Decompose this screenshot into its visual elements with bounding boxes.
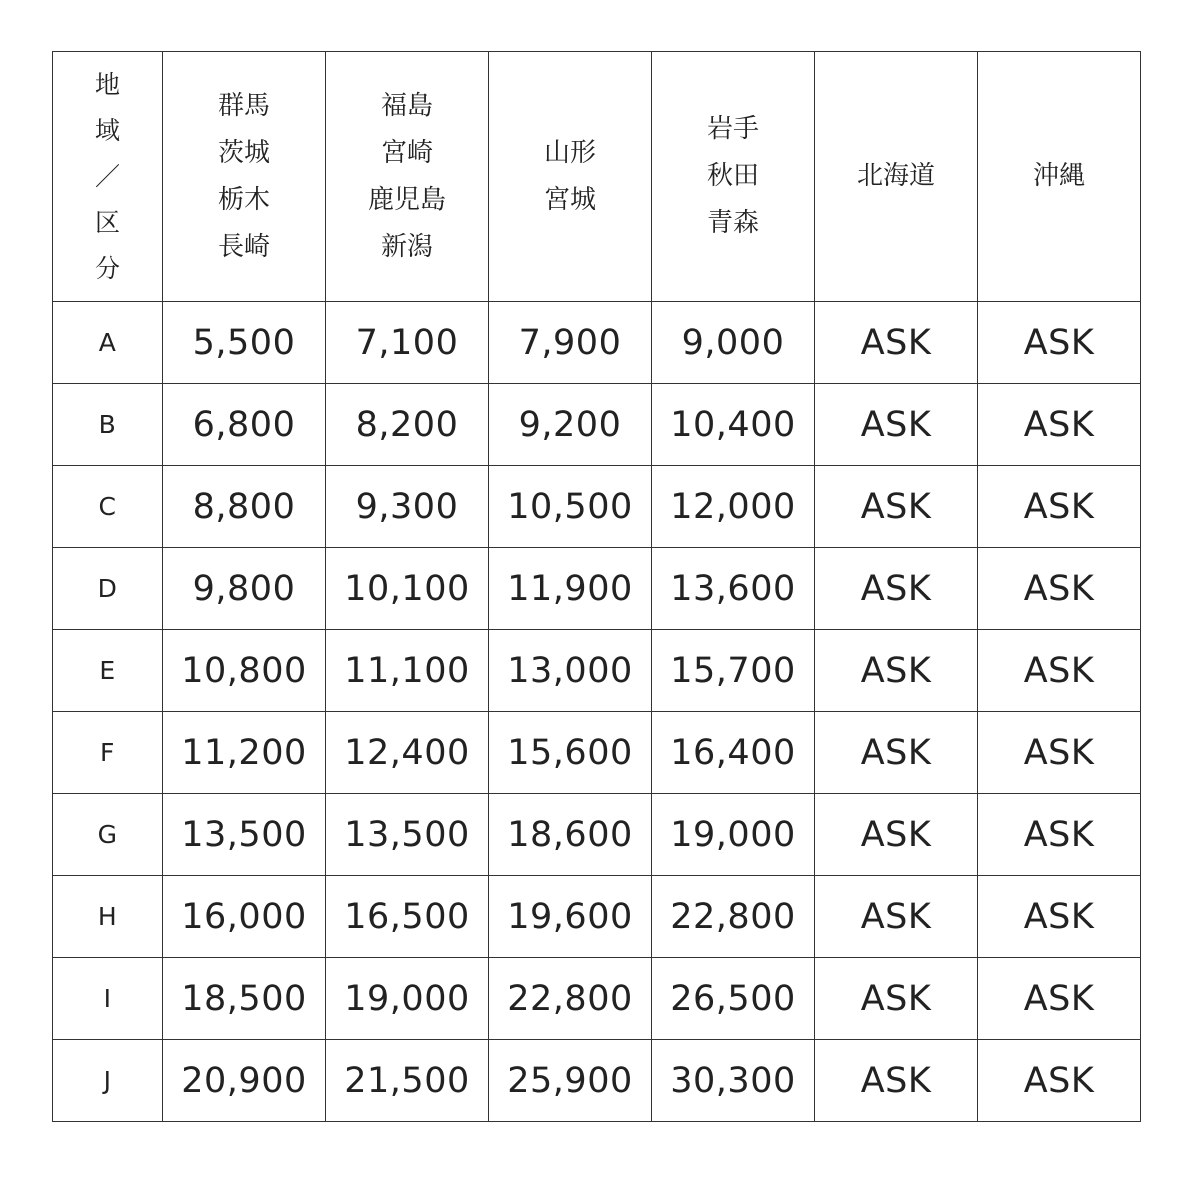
table-header — [53, 52, 1141, 302]
table-row — [53, 384, 1141, 466]
rate-cell: 9,300 — [326, 466, 489, 548]
rate-cell: ASK — [815, 630, 978, 712]
rate-cell: ASK — [815, 712, 978, 794]
table-row — [53, 958, 1141, 1040]
rate-cell: 5,500 — [163, 302, 326, 384]
table-row — [53, 302, 1141, 384]
corner-label-char: 分 — [94, 253, 120, 283]
prefecture-name: 茨城 — [217, 137, 270, 168]
corner-label-char: 区 — [94, 207, 120, 237]
rate-cell: ASK — [978, 712, 1141, 794]
region-category-header — [53, 52, 163, 302]
header-row — [53, 52, 1141, 302]
rate-cell: ASK — [978, 630, 1141, 712]
region-column-header — [978, 52, 1141, 302]
size-category-label: I — [53, 958, 163, 1040]
rate-cell: 19,000 — [326, 958, 489, 1040]
table-row — [53, 876, 1141, 958]
rate-cell: 30,300 — [652, 1040, 815, 1122]
rate-cell: 19,000 — [652, 794, 815, 876]
prefecture-name: 沖縄 — [1032, 161, 1085, 191]
prefecture-name: 宮城 — [543, 184, 596, 215]
rate-cell: 10,800 — [163, 630, 326, 712]
size-category-label: J — [53, 1040, 163, 1122]
table-body — [53, 302, 1141, 1122]
prefecture-name: 群馬 — [217, 90, 270, 121]
size-category-label: A — [53, 302, 163, 384]
size-category-label: C — [53, 466, 163, 548]
table-row — [53, 712, 1141, 794]
rate-cell: 9,000 — [652, 302, 815, 384]
rate-cell: 11,100 — [326, 630, 489, 712]
region-column-header — [652, 52, 815, 302]
rate-cell: ASK — [815, 548, 978, 630]
rate-cell: 10,400 — [652, 384, 815, 466]
rate-cell: ASK — [815, 384, 978, 466]
region-column-header — [815, 52, 978, 302]
size-category-label: F — [53, 712, 163, 794]
rate-cell: 25,900 — [489, 1040, 652, 1122]
rate-cell: 7,900 — [489, 302, 652, 384]
rate-cell: 6,800 — [163, 384, 326, 466]
rate-cell: 16,500 — [326, 876, 489, 958]
rate-cell: 12,000 — [652, 466, 815, 548]
rate-cell: 7,100 — [326, 302, 489, 384]
prefecture-name: 宮崎 — [380, 137, 433, 168]
prefecture-name: 山形 — [543, 137, 596, 168]
prefecture-name: 青森 — [706, 208, 759, 238]
rate-cell: 22,800 — [652, 876, 815, 958]
rate-cell: 15,600 — [489, 712, 652, 794]
rate-cell: 26,500 — [652, 958, 815, 1040]
rate-cell: 18,500 — [163, 958, 326, 1040]
rate-cell: ASK — [815, 302, 978, 384]
table-row — [53, 630, 1141, 712]
size-category-label: B — [53, 384, 163, 466]
size-category-label: E — [53, 630, 163, 712]
table-row — [53, 548, 1141, 630]
rate-cell: ASK — [815, 1040, 978, 1122]
prefecture-name: 鹿児島 — [367, 184, 446, 215]
region-column-header — [163, 52, 326, 302]
rate-cell: 15,700 — [652, 630, 815, 712]
prefecture-name: 北海道 — [856, 161, 935, 191]
size-category-label: H — [53, 876, 163, 958]
rate-cell: 16,000 — [163, 876, 326, 958]
rate-cell: 9,800 — [163, 548, 326, 630]
rate-cell: 11,200 — [163, 712, 326, 794]
rate-cell: 13,500 — [326, 794, 489, 876]
rate-cell: ASK — [978, 466, 1141, 548]
rate-cell: 18,600 — [489, 794, 652, 876]
prefecture-name: 新潟 — [380, 231, 433, 262]
prefecture-name: 長崎 — [217, 231, 270, 262]
rate-cell: ASK — [978, 302, 1141, 384]
rate-cell: ASK — [978, 876, 1141, 958]
prefecture-name: 岩手 — [706, 114, 759, 144]
rate-cell: 21,500 — [326, 1040, 489, 1122]
rate-cell: ASK — [815, 794, 978, 876]
rate-cell: ASK — [815, 958, 978, 1040]
rate-cell: ASK — [978, 958, 1141, 1040]
corner-label-char: 域 — [94, 115, 120, 145]
rate-cell: 10,100 — [326, 548, 489, 630]
rate-cell: 12,400 — [326, 712, 489, 794]
rate-cell: 9,200 — [489, 384, 652, 466]
rate-cell: 22,800 — [489, 958, 652, 1040]
rate-cell: ASK — [815, 876, 978, 958]
rate-cell: 8,200 — [326, 384, 489, 466]
shipping-rate-table — [52, 51, 1141, 1122]
rate-cell: 19,600 — [489, 876, 652, 958]
rate-cell: 11,900 — [489, 548, 652, 630]
region-column-header — [489, 52, 652, 302]
rate-cell: 16,400 — [652, 712, 815, 794]
rate-cell: 20,900 — [163, 1040, 326, 1122]
rate-cell: 8,800 — [163, 466, 326, 548]
rate-cell: ASK — [978, 1040, 1141, 1122]
prefecture-name: 秋田 — [706, 161, 759, 191]
corner-label-char: 地 — [94, 69, 120, 99]
table-row — [53, 1040, 1141, 1122]
size-category-label: D — [53, 548, 163, 630]
rate-cell: 13,500 — [163, 794, 326, 876]
rate-cell: 10,500 — [489, 466, 652, 548]
rate-cell: ASK — [978, 548, 1141, 630]
rate-cell: ASK — [815, 466, 978, 548]
region-column-header — [326, 52, 489, 302]
rate-cell: 13,600 — [652, 548, 815, 630]
size-category-label: G — [53, 794, 163, 876]
rate-cell: 13,000 — [489, 630, 652, 712]
rate-cell: ASK — [978, 384, 1141, 466]
rate-cell: ASK — [978, 794, 1141, 876]
table-row — [53, 794, 1141, 876]
table-row — [53, 466, 1141, 548]
prefecture-name: 栃木 — [217, 184, 270, 215]
prefecture-name: 福島 — [380, 90, 433, 121]
corner-label-char: ／ — [94, 161, 120, 191]
